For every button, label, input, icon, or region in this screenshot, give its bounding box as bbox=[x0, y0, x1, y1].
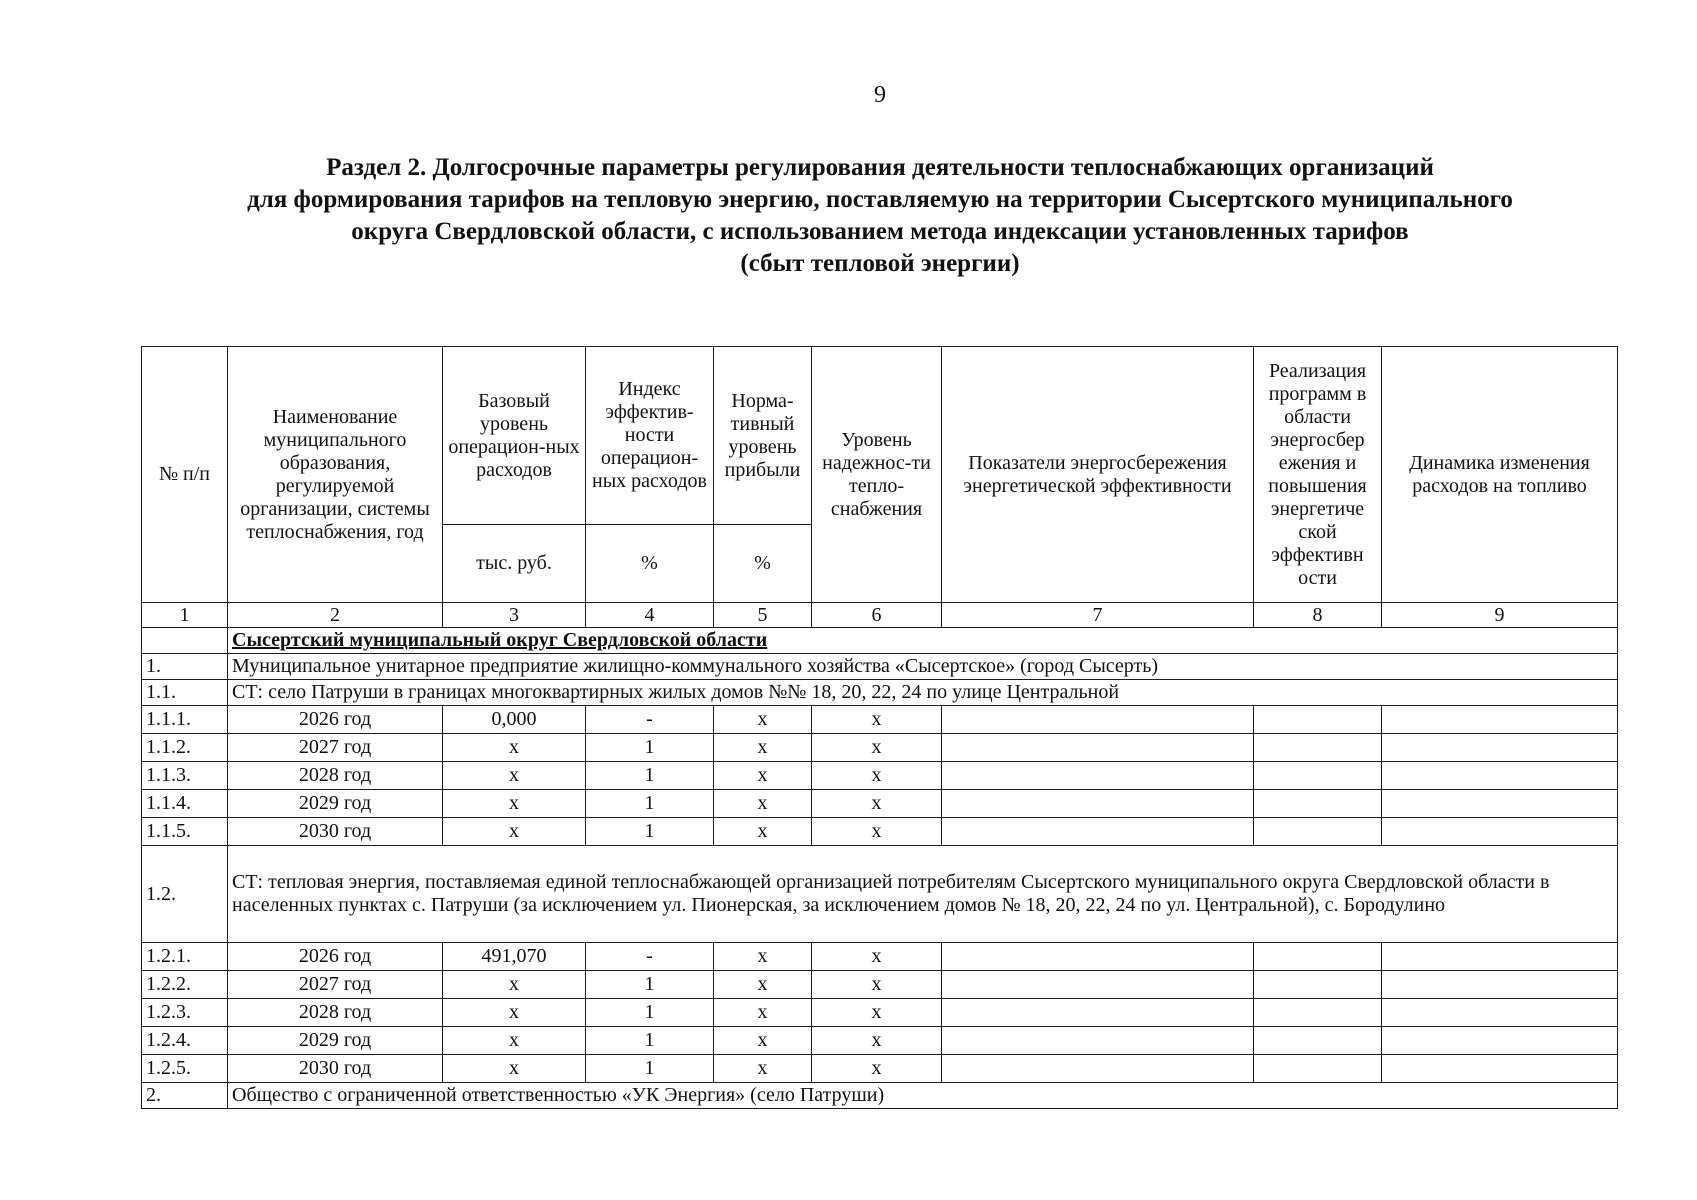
row-profit: x bbox=[714, 762, 812, 790]
row-num: 2. bbox=[142, 1083, 228, 1109]
row-year: 2030 год bbox=[228, 818, 443, 846]
column-number: 3 bbox=[443, 603, 586, 628]
title-line: для формирования тарифов на тепловую энергию, поставляемую на территории Сысертского муниципального bbox=[247, 186, 1513, 213]
row-year: 2030 год bbox=[228, 1055, 443, 1083]
row-fuel-dynamics bbox=[1382, 734, 1618, 762]
column-number: 1 bbox=[142, 603, 228, 628]
row-programs bbox=[1254, 734, 1382, 762]
column-number: 2 bbox=[228, 603, 443, 628]
row-fuel-dynamics bbox=[1382, 1027, 1618, 1055]
row-programs bbox=[1254, 971, 1382, 999]
row-fuel-dynamics bbox=[1382, 818, 1618, 846]
row-profit: x bbox=[714, 734, 812, 762]
row-energy-saving bbox=[942, 971, 1254, 999]
row-efficiency-index: 1 bbox=[586, 762, 714, 790]
row-fuel-dynamics bbox=[1382, 971, 1618, 999]
row-num: 1.1.3. bbox=[142, 762, 228, 790]
row-reliability: x bbox=[812, 1055, 942, 1083]
row-profit: x bbox=[714, 943, 812, 971]
row-year: 2028 год bbox=[228, 762, 443, 790]
section-title: Сысертский муниципальный округ Свердловской области bbox=[228, 628, 1618, 654]
system-name: СТ: тепловая энергия, поставляемая единой теплоснабжающей организацией потребителям Сысертского муниципального округа Свердловской области в населенных пунктах с. Патруши (за исключением ул. Пионерская, за исключением домов № 18, 20, 22, 24 по ул. Центральной), с. Бородулино bbox=[228, 846, 1618, 943]
parameters-table bbox=[141, 346, 1618, 1109]
year-row bbox=[142, 971, 1618, 999]
row-programs bbox=[1254, 762, 1382, 790]
year-row bbox=[142, 943, 1618, 971]
row-efficiency-index: 1 bbox=[586, 818, 714, 846]
row-efficiency-index: - bbox=[586, 943, 714, 971]
year-row bbox=[142, 818, 1618, 846]
row-reliability: x bbox=[812, 734, 942, 762]
header-name: Наименование муниципального образования, регулируемой организации, системы теплоснабжения, год bbox=[228, 347, 443, 603]
column-number: 4 bbox=[586, 603, 714, 628]
org-row bbox=[142, 1083, 1618, 1109]
column-numbers-row bbox=[142, 603, 1618, 628]
header-efficiency-index: Индекс эффектив-ности операцион-ных расходов bbox=[586, 347, 714, 525]
row-efficiency-index: 1 bbox=[586, 999, 714, 1027]
page-number: 9 bbox=[874, 82, 886, 108]
row-programs bbox=[1254, 818, 1382, 846]
row-num: 1.2.4. bbox=[142, 1027, 228, 1055]
row-num: 1.1. bbox=[142, 680, 228, 706]
row-base-cost: x bbox=[443, 1055, 586, 1083]
title-line: округа Свердловской области, с использованием метода индексации установленных тарифов bbox=[351, 218, 1409, 245]
column-number: 7 bbox=[942, 603, 1254, 628]
row-year: 2029 год bbox=[228, 790, 443, 818]
row-energy-saving bbox=[942, 762, 1254, 790]
row-efficiency-index: 1 bbox=[586, 1055, 714, 1083]
row-base-cost: x bbox=[443, 999, 586, 1027]
row-num: 1.1.4. bbox=[142, 790, 228, 818]
row-base-cost: x bbox=[443, 790, 586, 818]
row-num: 1.2.2. bbox=[142, 971, 228, 999]
system-row bbox=[142, 680, 1618, 706]
row-fuel-dynamics bbox=[1382, 790, 1618, 818]
row-profit: x bbox=[714, 971, 812, 999]
row-efficiency-index: 1 bbox=[586, 790, 714, 818]
row-base-cost: 491,070 bbox=[443, 943, 586, 971]
row-reliability: x bbox=[812, 1027, 942, 1055]
row-num: 1.1.2. bbox=[142, 734, 228, 762]
row-fuel-dynamics bbox=[1382, 999, 1618, 1027]
header-energy-saving: Показатели энергосбережения энергетической эффективности bbox=[942, 347, 1254, 603]
row-profit: x bbox=[714, 1027, 812, 1055]
row-reliability: x bbox=[812, 971, 942, 999]
row-energy-saving bbox=[942, 1027, 1254, 1055]
page-title bbox=[140, 152, 1620, 280]
row-fuel-dynamics bbox=[1382, 943, 1618, 971]
unit-profit: % bbox=[714, 525, 812, 603]
row-base-cost: x bbox=[443, 818, 586, 846]
row-num: 1.1.1. bbox=[142, 706, 228, 734]
title-line: (сбыт тепловой энергии) bbox=[740, 250, 1020, 277]
row-programs bbox=[1254, 790, 1382, 818]
row-programs bbox=[1254, 1027, 1382, 1055]
row-programs bbox=[1254, 1055, 1382, 1083]
column-number: 8 bbox=[1254, 603, 1382, 628]
header-profit: Норма-тивный уровень прибыли bbox=[714, 347, 812, 525]
row-efficiency-index: 1 bbox=[586, 734, 714, 762]
section-num-cell bbox=[142, 628, 228, 654]
row-energy-saving bbox=[942, 706, 1254, 734]
year-row bbox=[142, 706, 1618, 734]
header-programs: Реализация программ в области энергосбер ежения и повышения энергетиче ской эффективн ости bbox=[1254, 347, 1382, 603]
row-base-cost: x bbox=[443, 762, 586, 790]
column-number: 9 bbox=[1382, 603, 1618, 628]
row-num: 1.2.1. bbox=[142, 943, 228, 971]
row-num: 1.2.3. bbox=[142, 999, 228, 1027]
row-profit: x bbox=[714, 790, 812, 818]
unit-base-cost: тыс. руб. bbox=[443, 525, 586, 603]
org-name: Общество с ограниченной ответственностью «УК Энергия» (село Патруши) bbox=[228, 1083, 1618, 1109]
row-fuel-dynamics bbox=[1382, 762, 1618, 790]
column-number: 6 bbox=[812, 603, 942, 628]
unit-efficiency: % bbox=[586, 525, 714, 603]
row-profit: x bbox=[714, 1055, 812, 1083]
row-programs bbox=[1254, 706, 1382, 734]
system-row bbox=[142, 846, 1618, 943]
row-reliability: x bbox=[812, 790, 942, 818]
year-row bbox=[142, 1055, 1618, 1083]
row-fuel-dynamics bbox=[1382, 1055, 1618, 1083]
header-fuel-dynamics: Динамика изменения расходов на топливо bbox=[1382, 347, 1618, 603]
row-reliability: x bbox=[812, 762, 942, 790]
system-name: СТ: село Патруши в границах многоквартирных жилых домов №№ 18, 20, 22, 24 по улице Центральной bbox=[228, 680, 1618, 706]
header-num: № п/п bbox=[142, 347, 228, 603]
column-number: 5 bbox=[714, 603, 812, 628]
org-name: Муниципальное унитарное предприятие жилищно-коммунального хозяйства «Сысертское» (город Сысерть) bbox=[228, 654, 1618, 680]
row-reliability: x bbox=[812, 818, 942, 846]
row-year: 2029 год bbox=[228, 1027, 443, 1055]
row-programs bbox=[1254, 943, 1382, 971]
row-reliability: x bbox=[812, 999, 942, 1027]
org-row bbox=[142, 654, 1618, 680]
row-year: 2028 год bbox=[228, 999, 443, 1027]
row-energy-saving bbox=[942, 999, 1254, 1027]
row-energy-saving bbox=[942, 943, 1254, 971]
title-line: Раздел 2. Долгосрочные параметры регулирования деятельности теплоснабжающих организаций bbox=[326, 154, 1434, 181]
row-year: 2027 год bbox=[228, 971, 443, 999]
row-profit: x bbox=[714, 818, 812, 846]
year-row bbox=[142, 762, 1618, 790]
header-reliability: Уровень надежнос-ти тепло-снабжения bbox=[812, 347, 942, 603]
row-efficiency-index: 1 bbox=[586, 1027, 714, 1055]
row-energy-saving bbox=[942, 734, 1254, 762]
header-base-cost: Базовый уровень операцион-ных расходов bbox=[443, 347, 586, 525]
row-num: 1. bbox=[142, 654, 228, 680]
row-energy-saving bbox=[942, 790, 1254, 818]
row-reliability: x bbox=[812, 706, 942, 734]
row-programs bbox=[1254, 999, 1382, 1027]
row-fuel-dynamics bbox=[1382, 706, 1618, 734]
row-year: 2026 год bbox=[228, 706, 443, 734]
year-row bbox=[142, 1027, 1618, 1055]
row-num: 1.1.5. bbox=[142, 818, 228, 846]
row-efficiency-index: - bbox=[586, 706, 714, 734]
year-row bbox=[142, 790, 1618, 818]
row-energy-saving bbox=[942, 818, 1254, 846]
row-num: 1.2.5. bbox=[142, 1055, 228, 1083]
row-num: 1.2. bbox=[142, 846, 228, 943]
section-row bbox=[142, 628, 1618, 654]
row-energy-saving bbox=[942, 1055, 1254, 1083]
row-year: 2027 год bbox=[228, 734, 443, 762]
year-row bbox=[142, 734, 1618, 762]
row-reliability: x bbox=[812, 943, 942, 971]
row-year: 2026 год bbox=[228, 943, 443, 971]
row-profit: x bbox=[714, 999, 812, 1027]
row-base-cost: x bbox=[443, 734, 586, 762]
row-base-cost: x bbox=[443, 1027, 586, 1055]
header-row bbox=[142, 347, 1618, 525]
row-base-cost: 0,000 bbox=[443, 706, 586, 734]
row-profit: x bbox=[714, 706, 812, 734]
row-base-cost: x bbox=[443, 971, 586, 999]
row-efficiency-index: 1 bbox=[586, 971, 714, 999]
year-row bbox=[142, 999, 1618, 1027]
